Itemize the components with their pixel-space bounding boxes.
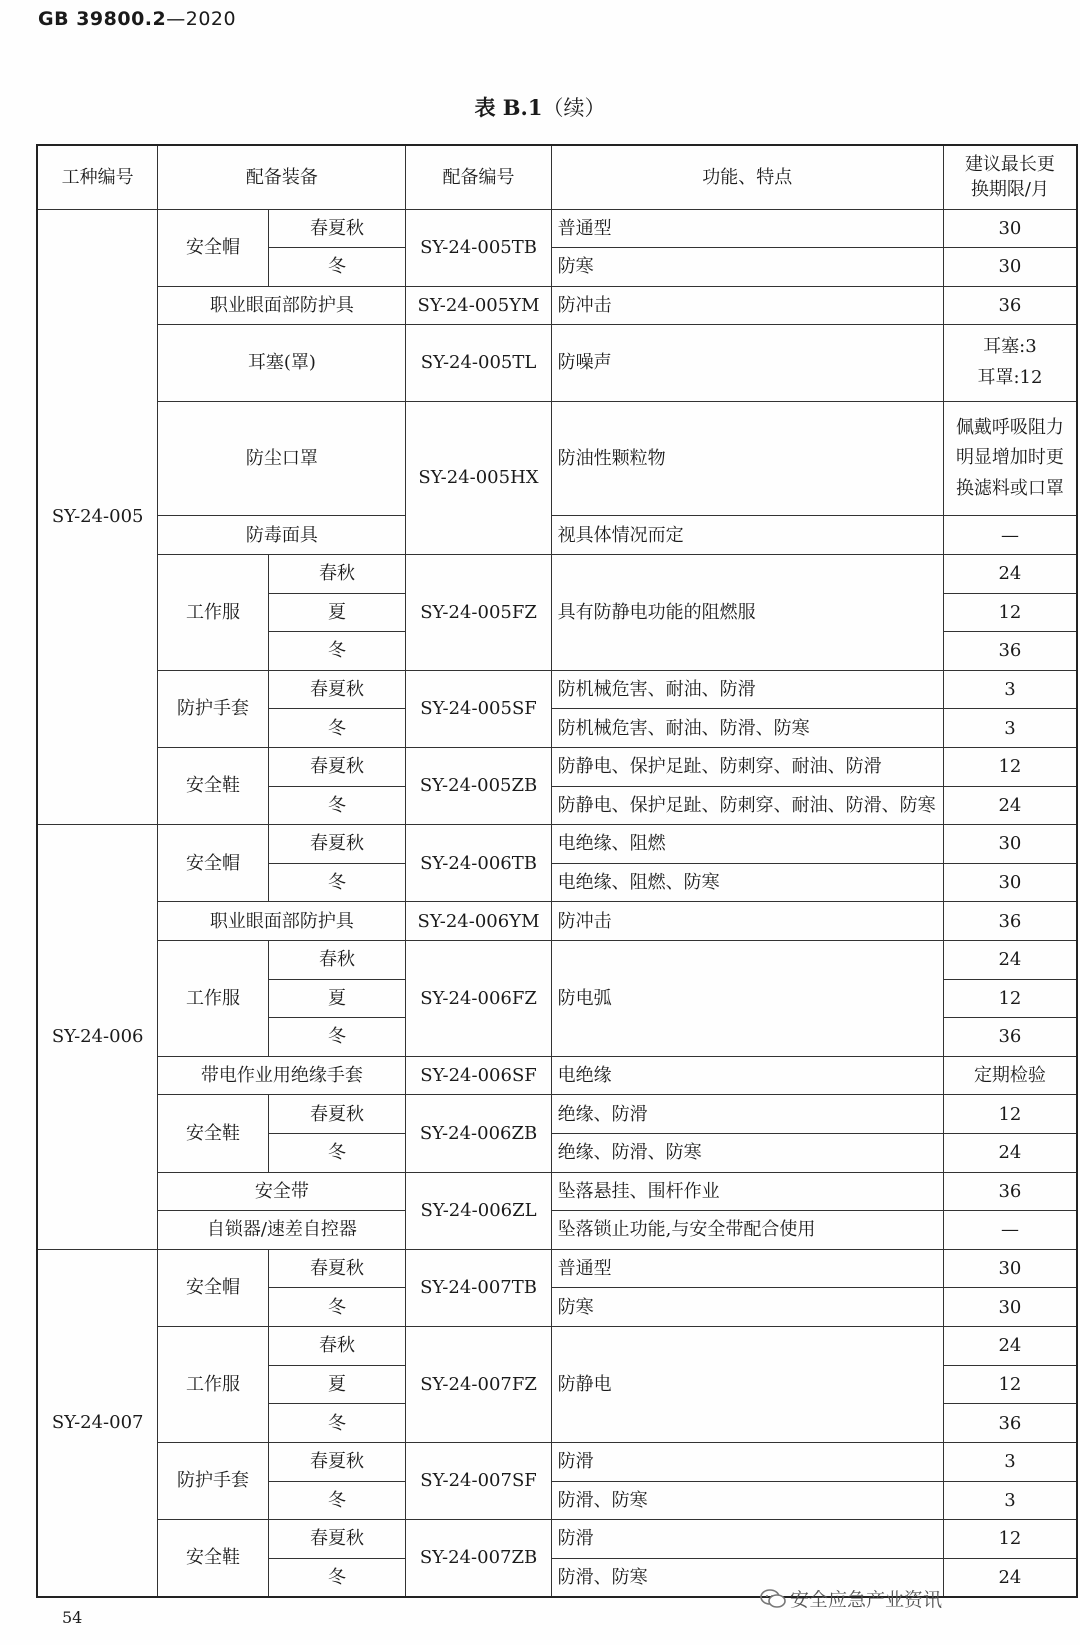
function-cell: 防冲击 [551, 902, 943, 941]
function-cell: 坠落悬挂、围杆作业 [551, 1172, 943, 1211]
header-equip-code: 配备编号 [406, 145, 551, 209]
function-cell: 防机械危害、耐油、防滑 [551, 670, 943, 709]
season-cell: 春夏秋 [268, 1520, 406, 1559]
period-cell: 12 [943, 747, 1077, 786]
function-cell: 防冲击 [551, 286, 943, 325]
code-cell: SY-24-006FZ [406, 941, 551, 1057]
function-cell: 普通型 [551, 1249, 943, 1288]
table-row [37, 941, 1077, 980]
period-cell: 佩戴呼吸阻力 明显增加时更 换滤料或口罩 [943, 401, 1077, 516]
function-cell: 电绝缘、阻燃 [551, 825, 943, 864]
function-cell: 绝缘、防滑、防寒 [551, 1134, 943, 1173]
period-cell: 36 [943, 632, 1077, 671]
season-cell: 冬 [268, 1018, 406, 1057]
period-cell: 24 [943, 1558, 1077, 1597]
period-cell: 24 [943, 554, 1077, 593]
table-row [37, 1056, 1077, 1095]
season-cell: 春夏秋 [268, 1249, 406, 1288]
code-cell: SY-24-007TB [406, 1249, 551, 1326]
table-header-row [37, 145, 1077, 209]
equipment-table-wrapper [36, 144, 1078, 1598]
equipment-table [36, 144, 1078, 1598]
season-cell: 春秋 [268, 554, 406, 593]
item-cell: 防毒面具 [158, 516, 406, 555]
item-cell: 带电作业用绝缘手套 [158, 1056, 406, 1095]
item-cell: 安全帽 [158, 825, 268, 902]
period-cell: 3 [943, 670, 1077, 709]
period-cell: 30 [943, 825, 1077, 864]
period-cell: 36 [943, 1018, 1077, 1057]
season-cell: 冬 [268, 863, 406, 902]
season-cell: 春夏秋 [268, 747, 406, 786]
item-cell: 安全鞋 [158, 1520, 268, 1597]
period-cell: 12 [943, 593, 1077, 632]
period-cell: 12 [943, 1365, 1077, 1404]
function-cell: 普通型 [551, 209, 943, 248]
code-cell: SY-24-005TL [406, 325, 551, 401]
table-title: 表 B.1（续） [474, 95, 606, 120]
season-cell: 冬 [268, 248, 406, 287]
table-row [37, 1327, 1077, 1366]
period-cell: 36 [943, 286, 1077, 325]
period-cell: 30 [943, 248, 1077, 287]
function-cell: 电绝缘、阻燃、防寒 [551, 863, 943, 902]
item-cell: 工作服 [158, 941, 268, 1057]
wechat-icon [760, 1589, 786, 1609]
period-cell: 3 [943, 1481, 1077, 1520]
season-cell: 春夏秋 [268, 209, 406, 248]
period-cell: 30 [943, 1249, 1077, 1288]
season-cell: 春夏秋 [268, 1442, 406, 1481]
season-cell: 冬 [268, 1404, 406, 1443]
period-cell: 36 [943, 902, 1077, 941]
function-cell: 视具体情况而定 [551, 516, 943, 555]
season-cell: 冬 [268, 1134, 406, 1173]
code-cell: SY-24-005YM [406, 286, 551, 325]
function-cell: 防滑 [551, 1442, 943, 1481]
function-cell: 电绝缘 [551, 1056, 943, 1095]
item-cell: 防护手套 [158, 1442, 268, 1519]
period-cell: 24 [943, 1134, 1077, 1173]
item-cell: 防护手套 [158, 670, 268, 747]
item-cell: 安全帽 [158, 209, 268, 286]
code-cell: SY-24-006TB [406, 825, 551, 902]
table-row [37, 401, 1077, 516]
function-cell: 防静电、保护足趾、防刺穿、耐油、防滑、防寒 [551, 786, 943, 825]
function-cell: 绝缘、防滑 [551, 1095, 943, 1134]
season-cell: 夏 [268, 1365, 406, 1404]
table-row [37, 1095, 1077, 1134]
item-cell: 防尘口罩 [158, 401, 406, 516]
period-cell: 30 [943, 863, 1077, 902]
period-cell: 24 [943, 1327, 1077, 1366]
code-cell: SY-24-007FZ [406, 1327, 551, 1443]
table-row [37, 1249, 1077, 1288]
code-cell: SY-24-005ZB [406, 747, 551, 824]
code-cell: SY-24-005HX [406, 401, 551, 554]
table-row [37, 825, 1077, 864]
function-cell: 防滑 [551, 1520, 943, 1559]
season-cell: 夏 [268, 593, 406, 632]
period-cell: 36 [943, 1172, 1077, 1211]
season-cell: 春夏秋 [268, 670, 406, 709]
season-cell: 冬 [268, 1558, 406, 1597]
table-row [37, 554, 1077, 593]
watermark [760, 1585, 942, 1612]
item-cell: 工作服 [158, 554, 268, 670]
table-row [37, 747, 1077, 786]
code-cell: SY-24-006ZB [406, 1095, 551, 1172]
page-number: 54 [62, 1608, 83, 1627]
season-cell: 冬 [268, 1288, 406, 1327]
function-cell: 坠落锁止功能,与安全带配合使用 [551, 1211, 943, 1250]
season-cell: 春秋 [268, 1327, 406, 1366]
function-cell: 防静电、保护足趾、防刺穿、耐油、防滑 [551, 747, 943, 786]
period-cell: 3 [943, 709, 1077, 748]
period-cell: — [943, 1211, 1077, 1250]
function-cell: 防电弧 [551, 941, 943, 1057]
function-cell: 防滑、防寒 [551, 1558, 943, 1597]
item-cell: 安全鞋 [158, 747, 268, 824]
item-cell: 工作服 [158, 1327, 268, 1443]
period-cell: 24 [943, 786, 1077, 825]
table-row [37, 516, 1077, 555]
code-cell: SY-24-005FZ [406, 554, 551, 670]
job-code-cell: SY-24-007 [37, 1249, 158, 1597]
period-cell: 12 [943, 1520, 1077, 1559]
job-code-cell: SY-24-006 [37, 825, 158, 1250]
season-cell: 春夏秋 [268, 825, 406, 864]
period-cell: 30 [943, 1288, 1077, 1327]
job-code-cell: SY-24-005 [37, 209, 158, 825]
code-cell: SY-24-006YM [406, 902, 551, 941]
season-cell: 夏 [268, 979, 406, 1018]
watermark-text: 安全应急产业资讯 [790, 1589, 943, 1611]
period-cell: 24 [943, 941, 1077, 980]
header-job-code: 工种编号 [37, 145, 158, 209]
season-cell: 冬 [268, 632, 406, 671]
table-row [37, 1520, 1077, 1559]
header-equipment: 配备装备 [158, 145, 406, 209]
function-cell: 具有防静电功能的阻燃服 [551, 554, 943, 670]
item-cell: 安全帽 [158, 1249, 268, 1326]
table-row [37, 209, 1077, 248]
code-cell: SY-24-005TB [406, 209, 551, 286]
table-row [37, 670, 1077, 709]
function-cell: 防寒 [551, 248, 943, 287]
season-cell: 冬 [268, 709, 406, 748]
period-cell: 30 [943, 209, 1077, 248]
function-cell: 防静电 [551, 1327, 943, 1443]
season-cell: 冬 [268, 1481, 406, 1520]
period-cell: 耳塞:3 耳罩:12 [943, 325, 1077, 401]
table-row [37, 325, 1077, 401]
period-cell: 3 [943, 1442, 1077, 1481]
table-row [37, 1172, 1077, 1211]
period-cell: 12 [943, 1095, 1077, 1134]
code-cell: SY-24-006ZL [406, 1172, 551, 1249]
period-cell: 定期检验 [943, 1056, 1077, 1095]
period-cell: — [943, 516, 1077, 555]
table-row [37, 1442, 1077, 1481]
function-cell: 防油性颗粒物 [551, 401, 943, 516]
table-row [37, 1211, 1077, 1250]
header-period: 建议最长更 换期限/月 [943, 145, 1077, 209]
item-cell: 安全带 [158, 1172, 406, 1211]
item-cell: 安全鞋 [158, 1095, 268, 1172]
function-cell: 防寒 [551, 1288, 943, 1327]
period-cell: 36 [943, 1404, 1077, 1443]
code-cell: SY-24-006SF [406, 1056, 551, 1095]
function-cell: 防机械危害、耐油、防滑、防寒 [551, 709, 943, 748]
item-cell: 耳塞(罩) [158, 325, 406, 401]
header-function: 功能、特点 [551, 145, 943, 209]
table-row [37, 286, 1077, 325]
item-cell: 职业眼面部防护具 [158, 902, 406, 941]
item-cell: 职业眼面部防护具 [158, 286, 406, 325]
season-cell: 春夏秋 [268, 1095, 406, 1134]
standard-number: GB 39800.2—2020 [38, 8, 237, 30]
function-cell: 防滑、防寒 [551, 1481, 943, 1520]
season-cell: 春秋 [268, 941, 406, 980]
item-cell: 自锁器/速差自控器 [158, 1211, 406, 1250]
function-cell: 防噪声 [551, 325, 943, 401]
code-cell: SY-24-007SF [406, 1442, 551, 1519]
table-row [37, 902, 1077, 941]
period-cell: 12 [943, 979, 1077, 1018]
code-cell: SY-24-007ZB [406, 1520, 551, 1597]
season-cell: 冬 [268, 786, 406, 825]
code-cell: SY-24-005SF [406, 670, 551, 747]
